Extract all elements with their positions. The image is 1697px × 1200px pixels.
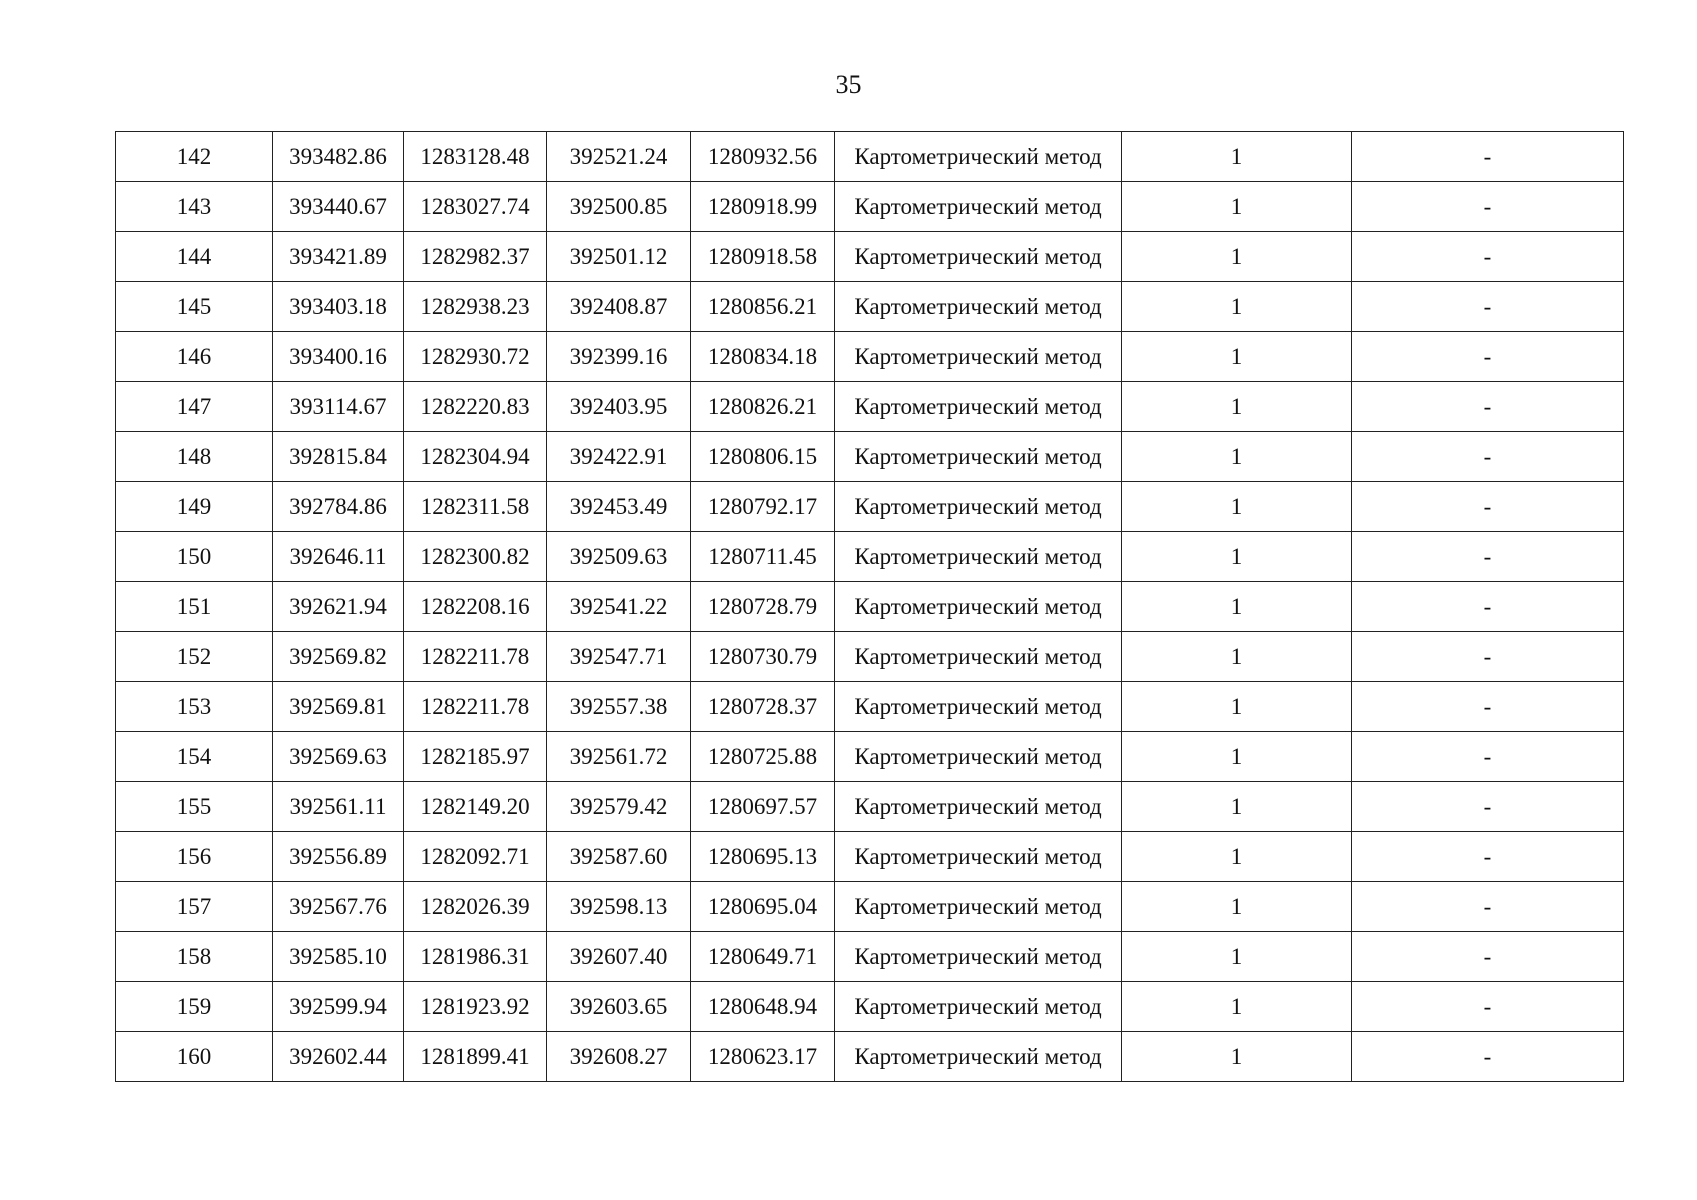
x-new-cell: 392500.85 bbox=[547, 182, 691, 232]
x-new-cell: 392399.16 bbox=[547, 332, 691, 382]
table-row bbox=[116, 482, 1624, 532]
y-new-cell: 1280826.21 bbox=[691, 382, 835, 432]
point-number-cell: 148 bbox=[116, 432, 273, 482]
y-new-cell: 1280695.04 bbox=[691, 882, 835, 932]
x-existing-cell: 392569.81 bbox=[273, 682, 404, 732]
x-existing-cell: 393403.18 bbox=[273, 282, 404, 332]
x-new-cell: 392547.71 bbox=[547, 632, 691, 682]
description-cell: - bbox=[1352, 582, 1624, 632]
x-existing-cell: 393440.67 bbox=[273, 182, 404, 232]
description-cell: - bbox=[1352, 932, 1624, 982]
x-existing-cell: 393114.67 bbox=[273, 382, 404, 432]
method-cell: Картометрический метод bbox=[835, 432, 1122, 482]
method-cell: Картометрический метод bbox=[835, 232, 1122, 282]
method-cell: Картометрический метод bbox=[835, 932, 1122, 982]
point-number-cell: 153 bbox=[116, 682, 273, 732]
y-new-cell: 1280918.58 bbox=[691, 232, 835, 282]
table-row bbox=[116, 182, 1624, 232]
table-row bbox=[116, 282, 1624, 332]
y-new-cell: 1280730.79 bbox=[691, 632, 835, 682]
description-cell: - bbox=[1352, 382, 1624, 432]
x-existing-cell: 392556.89 bbox=[273, 832, 404, 882]
y-new-cell: 1280711.45 bbox=[691, 532, 835, 582]
x-existing-cell: 392646.11 bbox=[273, 532, 404, 582]
method-cell: Картометрический метод bbox=[835, 782, 1122, 832]
x-existing-cell: 392784.86 bbox=[273, 482, 404, 532]
accuracy-cell: 1 bbox=[1122, 182, 1352, 232]
y-existing-cell: 1282208.16 bbox=[404, 582, 547, 632]
x-existing-cell: 392585.10 bbox=[273, 932, 404, 982]
x-new-cell: 392509.63 bbox=[547, 532, 691, 582]
y-existing-cell: 1282982.37 bbox=[404, 232, 547, 282]
description-cell: - bbox=[1352, 332, 1624, 382]
point-number-cell: 143 bbox=[116, 182, 273, 232]
table-row bbox=[116, 582, 1624, 632]
method-cell: Картометрический метод bbox=[835, 382, 1122, 432]
table-row bbox=[116, 132, 1624, 182]
x-existing-cell: 392602.44 bbox=[273, 1032, 404, 1082]
x-existing-cell: 392815.84 bbox=[273, 432, 404, 482]
description-cell: - bbox=[1352, 232, 1624, 282]
table-row bbox=[116, 382, 1624, 432]
y-existing-cell: 1281986.31 bbox=[404, 932, 547, 982]
description-cell: - bbox=[1352, 982, 1624, 1032]
y-existing-cell: 1282092.71 bbox=[404, 832, 547, 882]
x-existing-cell: 392621.94 bbox=[273, 582, 404, 632]
coordinates-table-body bbox=[116, 132, 1624, 1082]
x-existing-cell: 392561.11 bbox=[273, 782, 404, 832]
accuracy-cell: 1 bbox=[1122, 582, 1352, 632]
x-new-cell: 392403.95 bbox=[547, 382, 691, 432]
accuracy-cell: 1 bbox=[1122, 132, 1352, 182]
table-row bbox=[116, 632, 1624, 682]
x-new-cell: 392453.49 bbox=[547, 482, 691, 532]
method-cell: Картометрический метод bbox=[835, 282, 1122, 332]
table-row bbox=[116, 682, 1624, 732]
page-number: 35 bbox=[835, 70, 862, 99]
description-cell: - bbox=[1352, 532, 1624, 582]
y-existing-cell: 1283128.48 bbox=[404, 132, 547, 182]
description-cell: - bbox=[1352, 782, 1624, 832]
method-cell: Картометрический метод bbox=[835, 1032, 1122, 1082]
y-new-cell: 1280834.18 bbox=[691, 332, 835, 382]
y-existing-cell: 1282938.23 bbox=[404, 282, 547, 332]
x-new-cell: 392521.24 bbox=[547, 132, 691, 182]
x-existing-cell: 393421.89 bbox=[273, 232, 404, 282]
x-existing-cell: 392599.94 bbox=[273, 982, 404, 1032]
accuracy-cell: 1 bbox=[1122, 482, 1352, 532]
method-cell: Картометрический метод bbox=[835, 682, 1122, 732]
x-new-cell: 392579.42 bbox=[547, 782, 691, 832]
x-existing-cell: 392569.63 bbox=[273, 732, 404, 782]
accuracy-cell: 1 bbox=[1122, 232, 1352, 282]
description-cell: - bbox=[1352, 282, 1624, 332]
table-row bbox=[116, 1032, 1624, 1082]
point-number-cell: 156 bbox=[116, 832, 273, 882]
method-cell: Картометрический метод bbox=[835, 882, 1122, 932]
method-cell: Картометрический метод bbox=[835, 482, 1122, 532]
accuracy-cell: 1 bbox=[1122, 532, 1352, 582]
x-new-cell: 392408.87 bbox=[547, 282, 691, 332]
x-new-cell: 392598.13 bbox=[547, 882, 691, 932]
y-existing-cell: 1282220.83 bbox=[404, 382, 547, 432]
table-row bbox=[116, 432, 1624, 482]
point-number-cell: 154 bbox=[116, 732, 273, 782]
description-cell: - bbox=[1352, 1032, 1624, 1082]
point-number-cell: 152 bbox=[116, 632, 273, 682]
point-number-cell: 142 bbox=[116, 132, 273, 182]
x-new-cell: 392587.60 bbox=[547, 832, 691, 882]
description-cell: - bbox=[1352, 132, 1624, 182]
point-number-cell: 158 bbox=[116, 932, 273, 982]
method-cell: Картометрический метод bbox=[835, 632, 1122, 682]
y-new-cell: 1280728.79 bbox=[691, 582, 835, 632]
accuracy-cell: 1 bbox=[1122, 982, 1352, 1032]
table-row bbox=[116, 882, 1624, 932]
y-new-cell: 1280697.57 bbox=[691, 782, 835, 832]
table-row bbox=[116, 932, 1624, 982]
y-existing-cell: 1282026.39 bbox=[404, 882, 547, 932]
description-cell: - bbox=[1352, 432, 1624, 482]
point-number-cell: 144 bbox=[116, 232, 273, 282]
point-number-cell: 147 bbox=[116, 382, 273, 432]
table-row bbox=[116, 532, 1624, 582]
accuracy-cell: 1 bbox=[1122, 782, 1352, 832]
y-existing-cell: 1282311.58 bbox=[404, 482, 547, 532]
table-row bbox=[116, 982, 1624, 1032]
description-cell: - bbox=[1352, 682, 1624, 732]
y-new-cell: 1280695.13 bbox=[691, 832, 835, 882]
y-existing-cell: 1282211.78 bbox=[404, 682, 547, 732]
coordinates-table bbox=[115, 131, 1624, 1082]
accuracy-cell: 1 bbox=[1122, 882, 1352, 932]
description-cell: - bbox=[1352, 732, 1624, 782]
method-cell: Картометрический метод bbox=[835, 732, 1122, 782]
description-cell: - bbox=[1352, 632, 1624, 682]
x-new-cell: 392607.40 bbox=[547, 932, 691, 982]
y-new-cell: 1280792.17 bbox=[691, 482, 835, 532]
x-existing-cell: 393482.86 bbox=[273, 132, 404, 182]
accuracy-cell: 1 bbox=[1122, 382, 1352, 432]
accuracy-cell: 1 bbox=[1122, 832, 1352, 882]
y-new-cell: 1280648.94 bbox=[691, 982, 835, 1032]
table-row bbox=[116, 782, 1624, 832]
x-existing-cell: 392567.76 bbox=[273, 882, 404, 932]
table-row bbox=[116, 332, 1624, 382]
accuracy-cell: 1 bbox=[1122, 682, 1352, 732]
method-cell: Картометрический метод bbox=[835, 832, 1122, 882]
y-existing-cell: 1282149.20 bbox=[404, 782, 547, 832]
point-number-cell: 151 bbox=[116, 582, 273, 632]
description-cell: - bbox=[1352, 882, 1624, 932]
x-new-cell: 392561.72 bbox=[547, 732, 691, 782]
accuracy-cell: 1 bbox=[1122, 332, 1352, 382]
description-cell: - bbox=[1352, 482, 1624, 532]
accuracy-cell: 1 bbox=[1122, 1032, 1352, 1082]
y-existing-cell: 1282300.82 bbox=[404, 532, 547, 582]
y-new-cell: 1280856.21 bbox=[691, 282, 835, 332]
description-cell: - bbox=[1352, 182, 1624, 232]
method-cell: Картометрический метод bbox=[835, 132, 1122, 182]
x-new-cell: 392557.38 bbox=[547, 682, 691, 732]
method-cell: Картометрический метод bbox=[835, 582, 1122, 632]
x-existing-cell: 392569.82 bbox=[273, 632, 404, 682]
point-number-cell: 159 bbox=[116, 982, 273, 1032]
y-new-cell: 1280932.56 bbox=[691, 132, 835, 182]
x-new-cell: 392422.91 bbox=[547, 432, 691, 482]
accuracy-cell: 1 bbox=[1122, 282, 1352, 332]
y-existing-cell: 1282185.97 bbox=[404, 732, 547, 782]
method-cell: Картометрический метод bbox=[835, 532, 1122, 582]
method-cell: Картометрический метод bbox=[835, 182, 1122, 232]
x-new-cell: 392603.65 bbox=[547, 982, 691, 1032]
y-existing-cell: 1281923.92 bbox=[404, 982, 547, 1032]
point-number-cell: 157 bbox=[116, 882, 273, 932]
y-existing-cell: 1282930.72 bbox=[404, 332, 547, 382]
table-row bbox=[116, 832, 1624, 882]
point-number-cell: 160 bbox=[116, 1032, 273, 1082]
description-cell: - bbox=[1352, 832, 1624, 882]
y-existing-cell: 1283027.74 bbox=[404, 182, 547, 232]
point-number-cell: 155 bbox=[116, 782, 273, 832]
x-new-cell: 392608.27 bbox=[547, 1032, 691, 1082]
y-new-cell: 1280728.37 bbox=[691, 682, 835, 732]
table-row bbox=[116, 732, 1624, 782]
method-cell: Картометрический метод bbox=[835, 982, 1122, 1032]
x-existing-cell: 393400.16 bbox=[273, 332, 404, 382]
method-cell: Картометрический метод bbox=[835, 332, 1122, 382]
y-new-cell: 1280623.17 bbox=[691, 1032, 835, 1082]
y-new-cell: 1280649.71 bbox=[691, 932, 835, 982]
point-number-cell: 149 bbox=[116, 482, 273, 532]
x-new-cell: 392541.22 bbox=[547, 582, 691, 632]
accuracy-cell: 1 bbox=[1122, 932, 1352, 982]
point-number-cell: 150 bbox=[116, 532, 273, 582]
y-new-cell: 1280725.88 bbox=[691, 732, 835, 782]
y-existing-cell: 1282211.78 bbox=[404, 632, 547, 682]
y-existing-cell: 1282304.94 bbox=[404, 432, 547, 482]
y-new-cell: 1280806.15 bbox=[691, 432, 835, 482]
point-number-cell: 145 bbox=[116, 282, 273, 332]
accuracy-cell: 1 bbox=[1122, 432, 1352, 482]
accuracy-cell: 1 bbox=[1122, 632, 1352, 682]
y-new-cell: 1280918.99 bbox=[691, 182, 835, 232]
point-number-cell: 146 bbox=[116, 332, 273, 382]
table-row bbox=[116, 232, 1624, 282]
y-existing-cell: 1281899.41 bbox=[404, 1032, 547, 1082]
accuracy-cell: 1 bbox=[1122, 732, 1352, 782]
x-new-cell: 392501.12 bbox=[547, 232, 691, 282]
